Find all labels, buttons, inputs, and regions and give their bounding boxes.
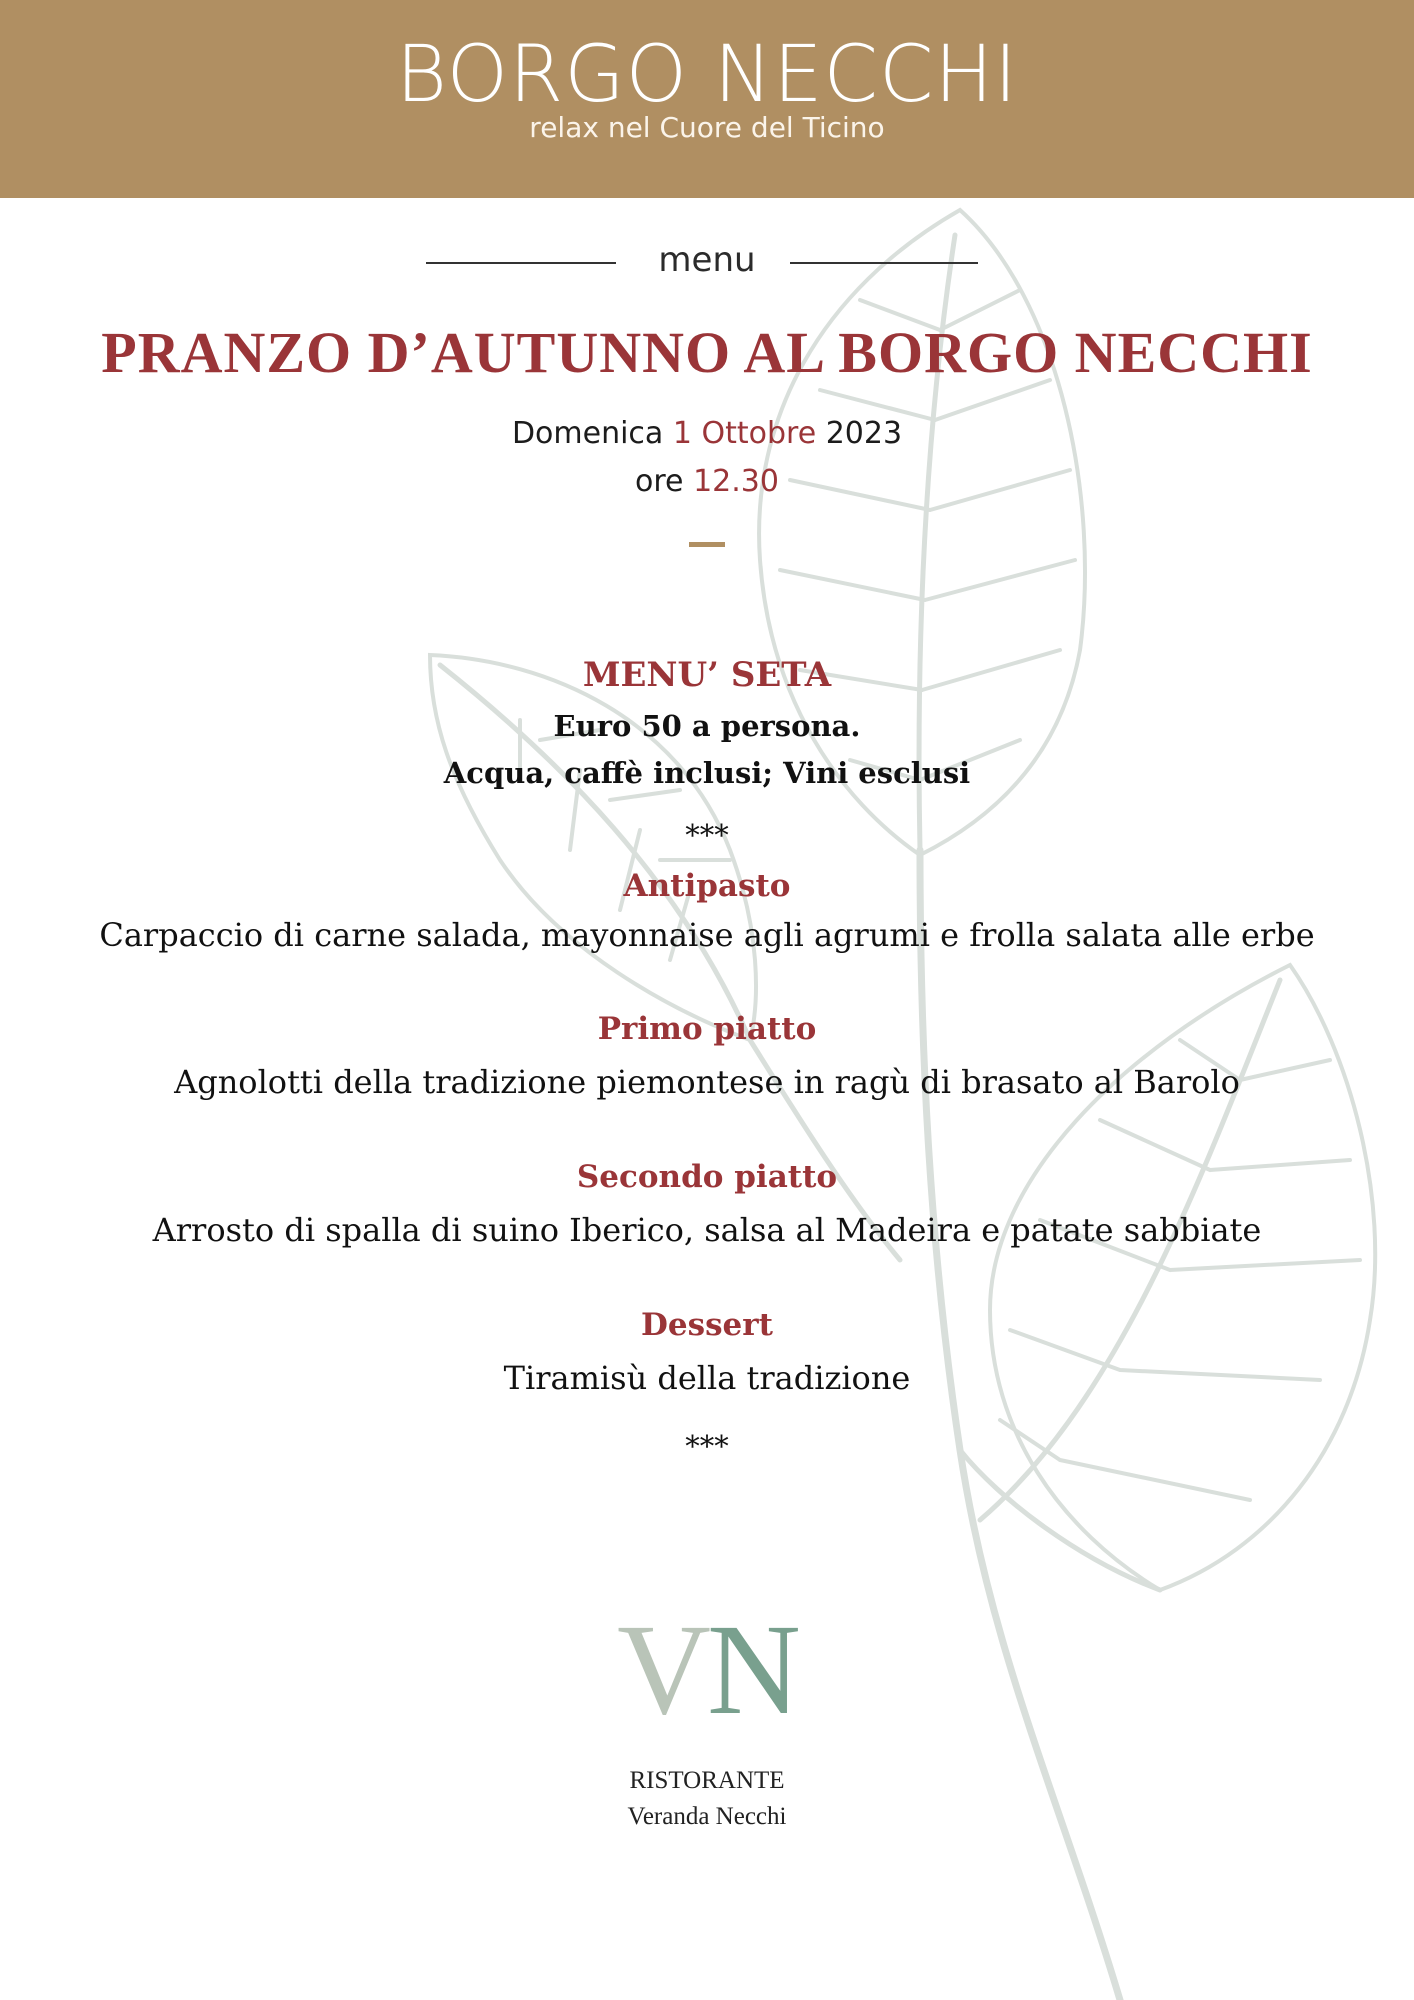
course-heading-antipasto: Antipasto [623,868,791,904]
menu-price: Euro 50 a persona. [553,709,861,743]
event-time [0,460,1414,504]
divider-dash [689,542,725,547]
end-separator: *** [685,1429,729,1463]
time-value: 12.30 [693,464,779,499]
menu-rule-right [790,262,978,264]
course-heading-dessert: Dessert [641,1307,773,1343]
restaurant-label: RISTORANTE [629,1767,785,1794]
time-prefix: ore [635,464,684,499]
menu-name: MENU’ SETA [582,655,832,695]
logo-letter-n: N [707,1598,797,1742]
date-year: 2023 [825,416,903,451]
restaurant-logo [0,1600,1414,1740]
course-heading-primo: Primo piatto [597,1011,817,1047]
date-day-month: 1 Ottobre [672,416,817,451]
date-weekday: Domenica [511,416,664,451]
menu-label: menu [658,240,756,280]
course-dish-dessert: Tiramisù della tradizione [503,1359,911,1397]
restaurant-name: Veranda Necchi [627,1803,787,1830]
event-date [0,412,1414,456]
course-dish-antipasto: Carpaccio di carne salada, mayonnaise agli agrumi e frolla salata alle erbe [99,916,1315,954]
page-title: PRANZO D’AUTUNNO AL BORGO NECCHI [101,320,1313,385]
course-heading-secondo: Secondo piatto [576,1159,838,1195]
menu-includes: Acqua, caffè inclusi; Vini esclusi [443,756,971,790]
course-dish-primo: Agnolotti della tradizione piemontese in ragù di brasato al Barolo [174,1063,1240,1101]
separator: *** [685,818,729,852]
brand-tagline: relax nel Cuore del Ticino [529,111,885,144]
logo-letter-v: V [617,1598,707,1742]
brand-name: BORGO NECCHI [395,30,1019,120]
course-dish-secondo: Arrosto di spalla di suino Iberico, salsa al Madeira e patate sabbiate [152,1211,1262,1249]
